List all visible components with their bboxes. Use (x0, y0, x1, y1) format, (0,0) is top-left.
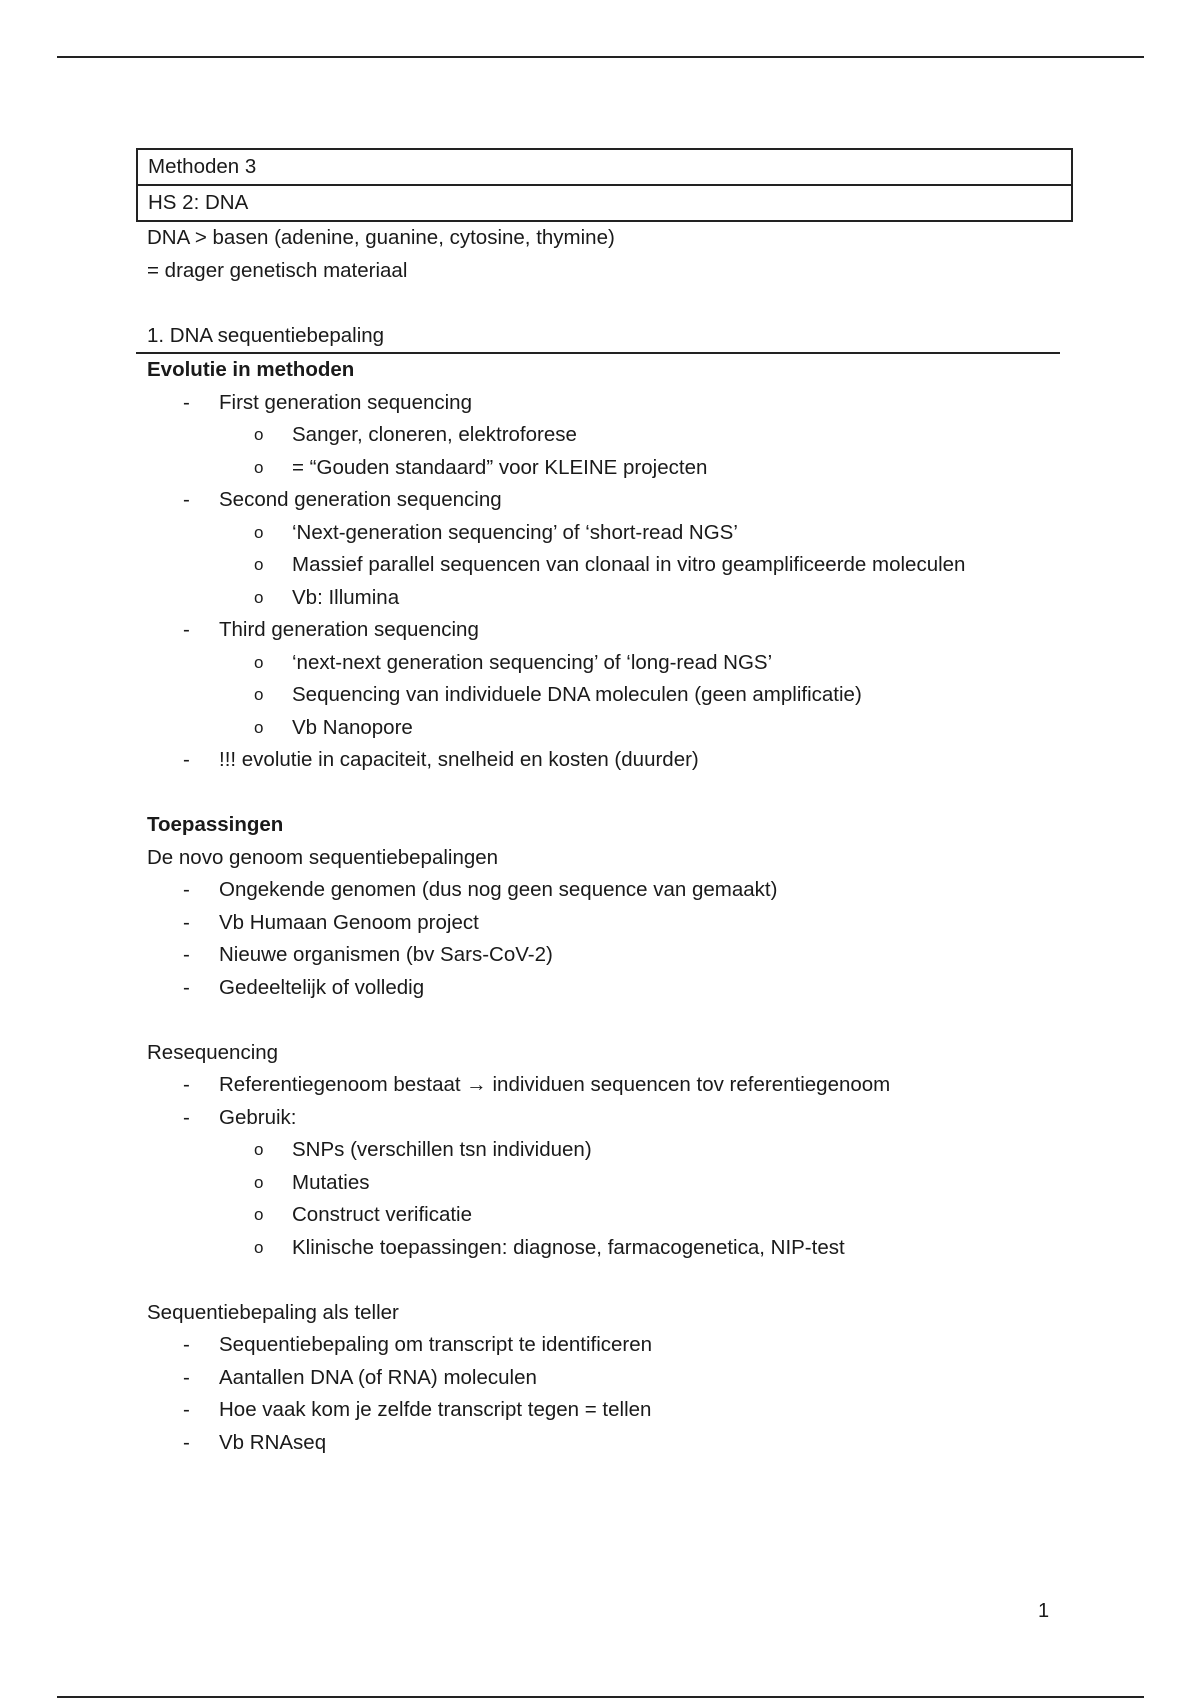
list-item: - Vb RNAseq (136, 1427, 1071, 1460)
circle-bullet: o (254, 652, 264, 672)
list-item: - First generation sequencing (136, 387, 1071, 420)
sub-list-item: o Vb Nanopore (136, 712, 1071, 745)
dash-bullet: - (183, 1105, 190, 1129)
sub-list-item: o = “Gouden standaard” voor KLEINE projecten (136, 452, 1071, 485)
sub-list-item: o ‘Next-generation sequencing’ of ‘short-read NGS’ (136, 517, 1071, 550)
intro-line: DNA > basen (adenine, guanine, cytosine, thymine) (147, 226, 615, 249)
dash-bullet: - (183, 1333, 190, 1356)
page-bottom-rule (57, 1696, 1144, 1698)
dash-bullet: - (183, 878, 190, 901)
list-item: - Referentiegenoom bestaat → individuen sequencen tov referentiegenoom (136, 1069, 1071, 1102)
dash-bullet: - (183, 390, 190, 414)
list-item: - Nieuwe organismen (bv Sars-CoV-2) (136, 939, 1071, 972)
dash-bullet: - (183, 910, 190, 934)
dash-bullet: - (183, 975, 190, 999)
sub-list-item: o Massief parallel sequencen van clonaal in vitro geamplificeerde moleculen (136, 549, 1071, 582)
circle-bullet: o (254, 1205, 264, 1224)
sub-list-item: o Sanger, cloneren, elektroforese (136, 419, 1071, 452)
page-top-rule (57, 56, 1144, 58)
circle-bullet: o (254, 1140, 264, 1159)
list-item: - Second generation sequencing (136, 484, 1071, 517)
sub-list-item: o SNPs (verschillen tsn individuen) (136, 1134, 1071, 1167)
dash-bullet: - (183, 488, 190, 511)
circle-bullet: o (254, 555, 264, 574)
list-item: - Vb Humaan Genoom project (136, 907, 1071, 940)
circle-bullet: o (254, 425, 264, 444)
circle-bullet: o (254, 1172, 264, 1192)
dash-bullet: - (183, 943, 190, 966)
circle-bullet: o (254, 587, 264, 607)
topic-title: Sequentiebepaling als teller (147, 1300, 399, 1324)
circle-bullet: o (254, 1237, 264, 1257)
subheading-evolution: Evolutie in methoden (147, 358, 355, 381)
list-item: - !!! evolutie in capaciteit, snelheid en kosten (duurder) (136, 744, 1071, 777)
dash-bullet: - (183, 1430, 190, 1454)
sub-list-item: o Sequencing van individuele DNA moleculen (geen amplificatie) (136, 679, 1071, 712)
document-body (136, 148, 1071, 1459)
subheading-applications: Toepassingen (147, 813, 284, 836)
chapter-title: HS 2: DNA (138, 184, 1071, 220)
sub-list-item: o Klinische toepassingen: diagnose, farmacogenetica, NIP-test (136, 1232, 1071, 1265)
topic-title: De novo genoom sequentiebepalingen (147, 845, 499, 869)
page-number: 1 (1038, 1600, 1050, 1622)
list-item: - Aantallen DNA (of RNA) moleculen (136, 1362, 1071, 1395)
sub-list-item: o Construct verificatie (136, 1199, 1071, 1232)
intro-line: = drager genetisch materiaal (147, 258, 408, 282)
section-heading: 1. DNA sequentiebepaling (136, 320, 1060, 355)
sub-list-item: o ‘next-next generation sequencing’ of ‘long-read NGS’ (136, 647, 1071, 680)
sub-list-item: o Mutaties (136, 1167, 1071, 1200)
circle-bullet: o (254, 717, 264, 737)
circle-bullet: o (254, 457, 264, 477)
dash-bullet: - (183, 1365, 190, 1389)
title-box (136, 148, 1073, 222)
list-item: - Ongekende genomen (dus nog geen sequence van gemaakt) (136, 874, 1071, 907)
dash-bullet: - (183, 1398, 190, 1421)
dash-bullet: - (183, 1073, 190, 1096)
course-title: Methoden 3 (148, 155, 257, 178)
list-item: - Sequentiebepaling om transcript te identificeren (136, 1329, 1071, 1362)
topic-title: Resequencing (147, 1040, 279, 1064)
dash-bullet: - (183, 618, 190, 641)
circle-bullet: o (254, 522, 264, 542)
sub-list-item: o Vb: Illumina (136, 582, 1071, 615)
list-item: - Gedeeltelijk of volledig (136, 972, 1071, 1005)
list-item: - Hoe vaak kom je zelfde transcript tegen = tellen (136, 1394, 1071, 1427)
dash-bullet: - (183, 748, 190, 771)
circle-bullet: o (254, 685, 264, 704)
list-item: - Third generation sequencing (136, 614, 1071, 647)
list-item: - Gebruik: (136, 1102, 1071, 1135)
